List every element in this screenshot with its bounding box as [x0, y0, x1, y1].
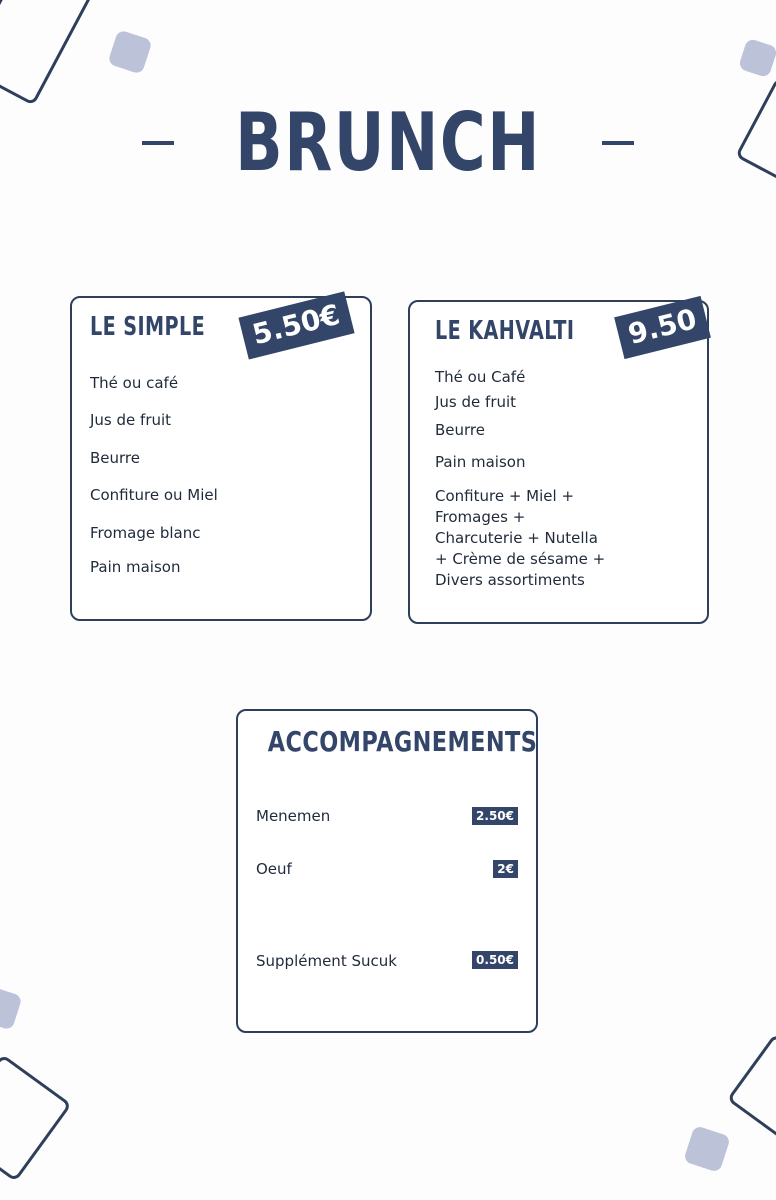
menu-item: Pain maison: [435, 453, 526, 471]
decor-filled-square: [0, 985, 23, 1030]
sides-card: [236, 709, 538, 1033]
side-item-price: 2.50€: [472, 807, 518, 825]
title-dash-left: [142, 141, 174, 145]
menu-item: Fromage blanc: [90, 524, 201, 542]
decor-filled-square: [683, 1125, 731, 1173]
menu-card-le-kahvalti: [408, 300, 709, 624]
sides-title: ACCOMPAGNEMENTS: [267, 725, 538, 758]
title-dash-right: [602, 141, 634, 145]
menu-item: Beurre: [90, 449, 140, 467]
side-item-price: 0.50€: [472, 951, 518, 969]
decor-outline-square: [0, 1054, 72, 1182]
side-item-price: 2€: [493, 860, 518, 878]
menu-item: Jus de fruit: [435, 393, 517, 411]
decor-filled-square: [738, 38, 776, 78]
menu-price-tag: 5.50€: [238, 292, 354, 360]
decor-outline-square: [0, 0, 97, 106]
side-item-name: Menemen: [256, 807, 331, 825]
decor-filled-square: [107, 29, 152, 74]
menu-price-tag: 9.50: [614, 296, 711, 359]
menu-title: LE SIMPLE: [90, 312, 206, 342]
side-item-name: Supplément Sucuk: [256, 952, 397, 970]
page-header: [0, 98, 776, 188]
menu-title: LE KAHVALTI: [435, 316, 575, 346]
menu-card-le-simple: [70, 296, 372, 621]
menu-item: Thé ou Café: [435, 368, 526, 386]
menu-item: Beurre: [435, 421, 485, 439]
menu-item: Pain maison: [90, 558, 181, 576]
decor-outline-square: [727, 1033, 776, 1140]
menu-item: Confiture + Miel + Fromages + Charcuterie + Nutella + Crème de sésame + Divers assortiments: [435, 487, 606, 589]
menu-item: Confiture ou Miel: [90, 486, 218, 504]
side-item-name: Oeuf: [256, 860, 292, 878]
menu-item: Jus de fruit: [90, 411, 172, 429]
menu-item: Thé ou café: [90, 374, 179, 392]
page-title: BRUNCH: [235, 96, 541, 189]
